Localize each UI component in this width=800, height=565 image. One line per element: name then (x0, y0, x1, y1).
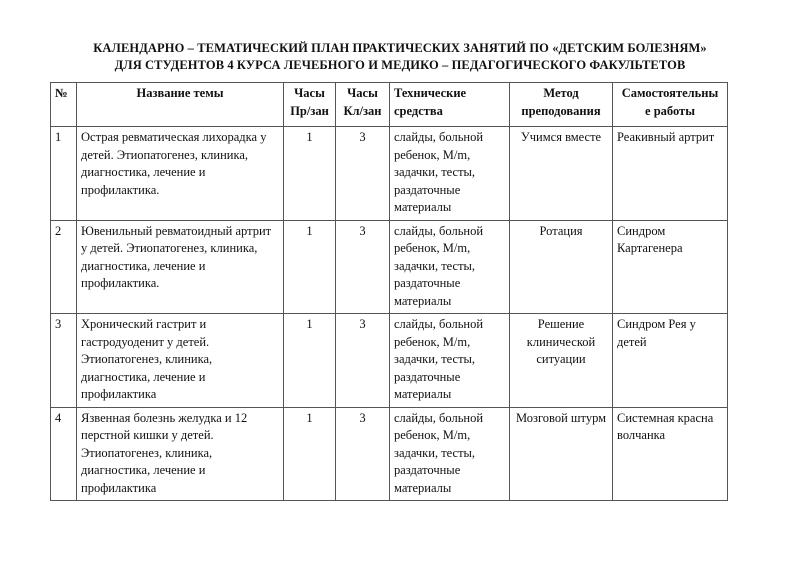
header-technical-means: Технические средства (390, 83, 510, 127)
cell-num: 4 (51, 407, 77, 501)
cell-topic: Острая ревматическая лихорадка у детей. Этиопатогенез, клиника, диагностика, лечение и профилактика. (77, 127, 284, 221)
cell-independent-work: Синдром Рея у детей (613, 314, 728, 408)
table-row (51, 407, 728, 501)
cell-topic: Ювенильный ревматоидный артрит у детей. Этиопатогенез, клиника, диагностика, лечение и профилактика. (77, 220, 284, 314)
table-row (51, 314, 728, 408)
cell-num: 3 (51, 314, 77, 408)
cell-hours-clinical: 3 (336, 314, 390, 408)
document-title-line-2: ДЛЯ СТУДЕНТОВ 4 КУРСА ЛЕЧЕБНОГО И МЕДИКО – ПЕДАГОГИЧЕСКОГО ФАКУЛЬТЕТОВ (114, 58, 686, 72)
header-hours-clinical: Часы Кл/зан (336, 83, 390, 127)
cell-hours-practical: 1 (284, 220, 336, 314)
cell-hours-practical: 1 (284, 314, 336, 408)
cell-num: 1 (51, 127, 77, 221)
cell-teaching-method: Ротация (510, 220, 613, 314)
cell-hours-clinical: 3 (336, 407, 390, 501)
header-independent-work: Самостоятельны е работы (613, 83, 728, 127)
cell-technical-means: слайды, больной ребенок, М/m, задачки, тесты, раздаточные материалы (390, 314, 510, 408)
cell-teaching-method: Мозговой штурм (510, 407, 613, 501)
cell-num: 2 (51, 220, 77, 314)
header-hours-practical: Часы Пр/зан (284, 83, 336, 127)
thematic-plan-table (50, 82, 728, 501)
cell-independent-work: Реакивный артрит (613, 127, 728, 221)
cell-independent-work: Системная красна волчанка (613, 407, 728, 501)
cell-topic: Язвенная болезнь желудка и 12 перстной кишки у детей. Этиопатогенез, клиника, диагностика, лечение и профилактика (77, 407, 284, 501)
cell-hours-practical: 1 (284, 407, 336, 501)
table-header-row (51, 83, 728, 127)
cell-independent-work: Синдром Картагенера (613, 220, 728, 314)
header-num: № (51, 83, 77, 127)
cell-teaching-method: Учимся вместе (510, 127, 613, 221)
table-row (51, 220, 728, 314)
cell-technical-means: слайды, больной ребенок, М/m, задачки, тесты, раздаточные материалы (390, 220, 510, 314)
document-title (0, 40, 800, 74)
cell-hours-clinical: 3 (336, 127, 390, 221)
header-topic: Название темы (77, 83, 284, 127)
cell-technical-means: слайды, больной ребенок, М/m, задачки, тесты, раздаточные материалы (390, 127, 510, 221)
cell-topic: Хронический гастрит и гастродуоденит у детей. Этиопатогенез, клиника, диагностика, лечение и профилактика (77, 314, 284, 408)
cell-hours-practical: 1 (284, 127, 336, 221)
document-title-line-1: КАЛЕНДАРНО – ТЕМАТИЧЕСКИЙ ПЛАН ПРАКТИЧЕСКИХ ЗАНЯТИЙ ПО «ДЕТСКИМ БОЛЕЗНЯМ» (93, 41, 707, 55)
header-teaching-method: Метод преподования (510, 83, 613, 127)
cell-hours-clinical: 3 (336, 220, 390, 314)
table-row (51, 127, 728, 221)
cell-technical-means: слайды, больной ребенок, М/m, задачки, тесты, раздаточные материалы (390, 407, 510, 501)
cell-teaching-method: Решение клинической ситуации (510, 314, 613, 408)
